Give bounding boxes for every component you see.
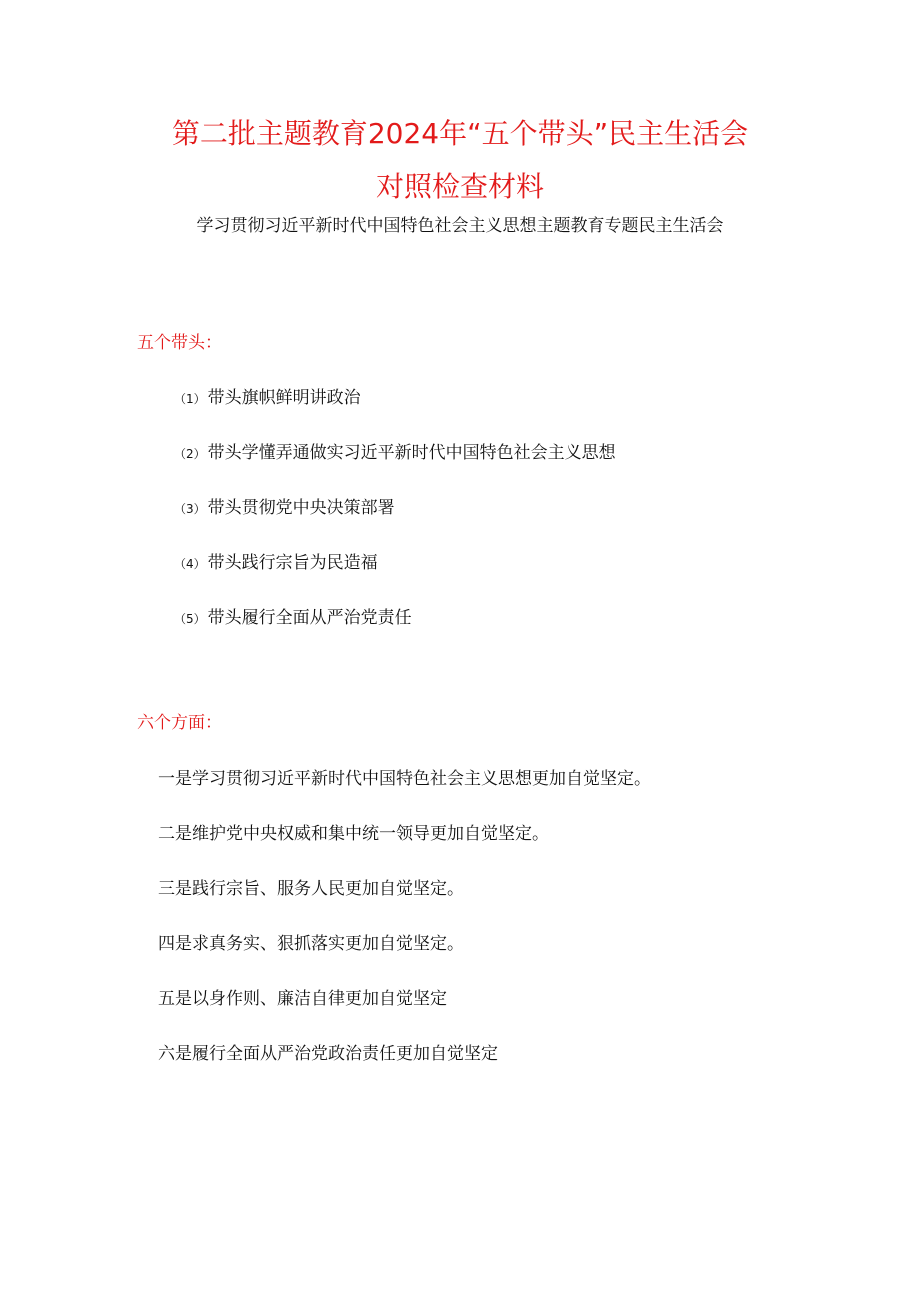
five-leads-item-2 (174, 441, 616, 466)
six-aspects-item-5: 五是以身作则、廉洁自律更加自觉坚定 (158, 989, 447, 1009)
item-number: （2） (174, 447, 206, 461)
six-aspects-item-1: 一是学习贯彻习近平新时代中国特色社会主义思想更加自觉坚定。 (158, 769, 651, 789)
five-leads-item-4 (174, 551, 378, 576)
document-title-line-2: 对照检查材料 (375, 170, 544, 203)
document-subtitle: 学习贯彻习近平新时代中国特色社会主义思想主题教育专题民主生活会 (196, 216, 724, 236)
item-text: 带头履行全面从严治党责任 (207, 608, 412, 628)
item-number: （4） (174, 557, 206, 571)
item-text: 带头贯彻党中央决策部署 (207, 498, 395, 518)
five-leads-heading: 五个带头： (137, 333, 222, 353)
item-number: （5） (174, 612, 206, 626)
six-aspects-item-4: 四是求真务实、狠抓落实更加自觉坚定。 (158, 934, 464, 954)
item-number: （1） (174, 392, 206, 406)
five-leads-item-5 (174, 606, 412, 631)
six-aspects-item-6: 六是履行全面从严治党政治责任更加自觉坚定 (158, 1044, 498, 1064)
five-leads-item-1 (174, 386, 361, 411)
six-aspects-item-2: 二是维护党中央权威和集中统一领导更加自觉坚定。 (158, 824, 549, 844)
five-leads-item-3 (174, 496, 395, 521)
item-number: （3） (174, 502, 206, 516)
six-aspects-heading: 六个方面： (137, 713, 222, 733)
item-text: 带头旗帜鲜明讲政治 (207, 388, 361, 408)
six-aspects-item-3: 三是践行宗旨、服务人民更加自觉坚定。 (158, 879, 464, 899)
document-title-line-1: 第二批主题教育2024年“五个带头”民主生活会 (171, 117, 749, 150)
item-text: 带头践行宗旨为民造福 (207, 553, 378, 573)
item-text: 带头学懂弄通做实习近平新时代中国特色社会主义思想 (207, 443, 616, 463)
